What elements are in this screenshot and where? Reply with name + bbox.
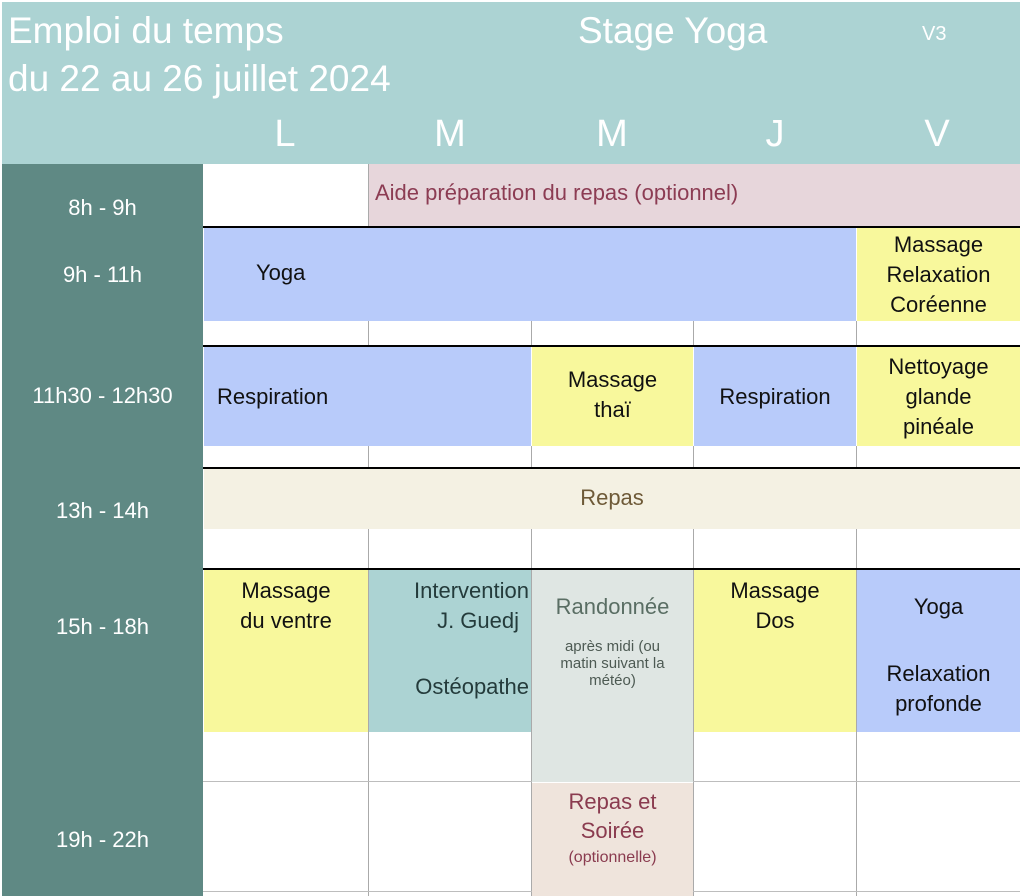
activity-label: Relaxation [886, 261, 991, 287]
activity-randonnee [532, 570, 693, 782]
activity-label: Relaxation [886, 661, 991, 686]
time-slot-label: 9h - 11h [62, 262, 143, 287]
activity-label: profonde [895, 691, 982, 716]
activity-label: Dos [755, 608, 795, 633]
activity-massage-coreen [857, 228, 1020, 321]
activity-massage-ventre [204, 570, 368, 732]
time-slot-label: 19h - 22h [56, 827, 149, 852]
activity-label: glande [905, 383, 972, 409]
time-column [2, 164, 203, 896]
day-header-friday: V [924, 113, 950, 155]
activity-label: thaï [594, 396, 631, 422]
activity-repas [204, 469, 1020, 529]
activity-label: Aide préparation du repas (optionnel) [375, 180, 739, 205]
time-slot-label: 13h - 14h [56, 498, 149, 523]
grid-line [368, 529, 369, 569]
grid-line [368, 321, 369, 345]
time-slot-label: 8h - 9h [68, 195, 137, 220]
day-header-wednesday: M [596, 113, 628, 155]
grid-line [368, 446, 369, 468]
activity-label: Massage [567, 366, 658, 392]
time-slot-label: 15h - 18h [56, 614, 149, 639]
version-label: V3 [922, 23, 947, 45]
grid-line [531, 321, 532, 345]
activity-label: Soirée [580, 818, 645, 843]
activity-label: Intervention [414, 578, 529, 603]
grid-line [856, 321, 857, 345]
schedule-header [2, 2, 1020, 164]
activity-label: J. Guedj [437, 608, 519, 633]
activity-intervention-osteopathe [369, 570, 531, 732]
activity-label: pinéale [903, 413, 974, 439]
activity-yoga-relaxation [857, 570, 1020, 732]
day-header-tuesday: M [434, 113, 466, 155]
time-slot-label: 11h30 - 12h30 [32, 383, 173, 408]
activity-label: Respiration [217, 383, 329, 409]
activity-label: Ostéopathe [415, 674, 529, 699]
title-line-1: Emploi du temps [8, 10, 284, 51]
activity-label: Repas [580, 485, 644, 510]
activity-label: Massage [893, 231, 984, 257]
activity-note: matin suivant la [560, 655, 665, 672]
activity-label: Nettoyage [888, 353, 989, 379]
day-header-thursday: J [765, 113, 785, 155]
grid-line [693, 529, 694, 569]
activity-label: Massage [730, 578, 820, 603]
activity-label: Coréenne [890, 291, 987, 317]
activity-label: Repas et [568, 789, 657, 814]
activity-respiration-mon-tue [204, 347, 531, 446]
activity-note: météo) [589, 672, 636, 689]
stage-title: Stage Yoga [578, 10, 768, 51]
activity-label: Yoga [913, 594, 964, 619]
grid-line [531, 446, 532, 468]
activity-massage-thai [532, 347, 693, 446]
activity-label: du ventre [240, 608, 332, 633]
activity-repas-soiree [532, 783, 693, 896]
grid-line [693, 321, 694, 345]
activity-label: Yoga [256, 259, 306, 285]
activity-label: Randonnée [555, 594, 670, 619]
day-header-monday: L [274, 113, 296, 155]
grid-line [856, 529, 857, 569]
activity-note: après midi (ou [564, 638, 661, 655]
title-line-2: du 22 au 26 juillet 2024 [8, 58, 391, 99]
schedule-sheet [2, 2, 1020, 896]
activity-massage-dos [694, 570, 856, 732]
activity-note: (optionnelle) [568, 849, 657, 866]
activity-nettoyage-glande [857, 347, 1020, 446]
activity-aide-preparation [369, 164, 1020, 226]
activity-label: Massage [241, 578, 331, 603]
activity-label: Respiration [719, 383, 831, 409]
grid-line [531, 529, 532, 569]
grid-line [693, 446, 694, 468]
activity-respiration-thu [694, 347, 856, 446]
grid-line [856, 446, 857, 468]
activity-yoga-morning [204, 228, 856, 321]
